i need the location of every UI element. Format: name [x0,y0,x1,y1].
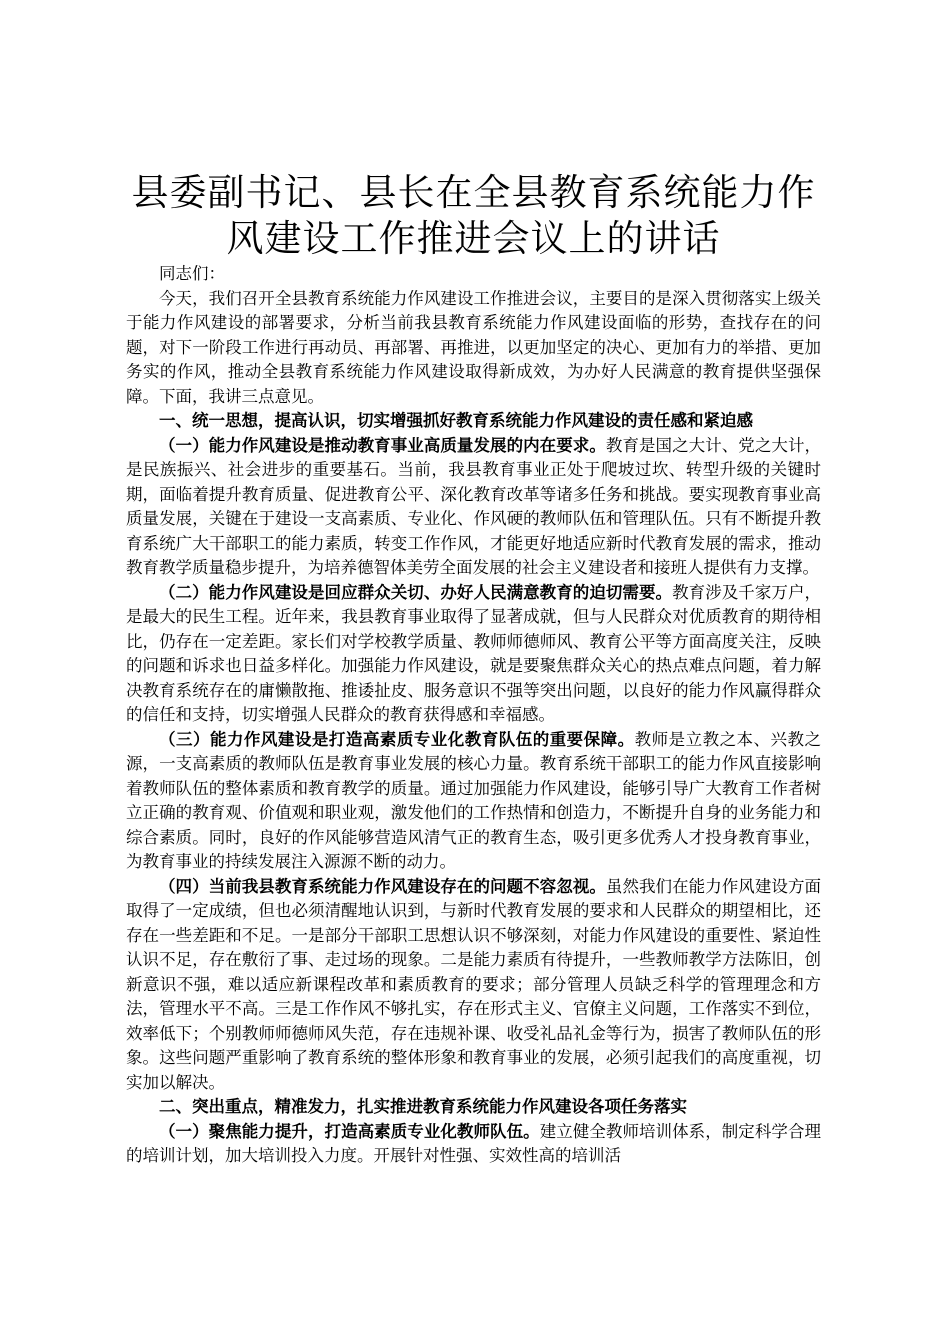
item-body: 教育涉及千家万户，是最大的民生工程。近年来，我县教育事业取得了显著成就，但与人民群众对优质教育的期待相比，仍存在一定差距。家长们对学校教学质量、教师师德师风、教育公平等方面高度关注，反映的问题和诉求也日益多样化。加强能力作风建设，就是要聚焦群众关心的热点难点问题，着力解决教育系统存在的庸懒散拖、推诿扯皮、服务意识不强等突出问题，以良好的能力作风赢得群众的信任和支持，切实增强人民群众的教育获得感和幸福感。 [126,582,822,724]
section-2-item-1 [126,1120,821,1169]
section-1-item-1 [126,434,821,581]
item-lead: （二）能力作风建设是回应群众关切、办好人民满意教育的迫切需要。 [159,582,673,602]
item-body: 教育是国之大计、党之大计，是民族振兴、社会进步的重要基石。当前，我县教育事业正处于爬坡过坎、转型升级的关键时期，面临着提升教育质量、促进教育公平、深化教育改革等诸多任务和挑战。要实现教育事业高质量发展，关键在于建设一支高素质、专业化、作风硬的教师队伍和管理队伍。只有不断提升教育系统广大干部职工的能力素质，转变工作作风，才能更好地适应新时代教育发展的需求，推动教育教学质量稳步提升，为培养德智体美劳全面发展的社会主义建设者和接班人提供有力支撑。 [126,435,822,577]
salutation: 同志们： [159,264,225,283]
section-1-item-2 [126,581,821,728]
document-page [126,170,821,1169]
item-body: 教师是立教之本、兴教之源，一支高素质的教师队伍是教育事业发展的核心力量。教育系统干部职工的能力作风直接影响着教师队伍的整体素质和教育教学的质量。通过加强能力作风建设，能够引导广大教育工作者树立正确的教育观、价值观和职业观，激发他们的工作热情和创造力，不断提升自身的业务能力和综合素质。同时，良好的作风能够营造风清气正的教育生态，吸引更多优秀人才投身教育事业，为教育事业的持续发展注入源源不断的动力。 [126,729,822,871]
item-lead: （四）当前我县教育系统能力作风建设存在的问题不容忽视。 [159,876,606,896]
item-lead: （一）聚焦能力提升，打造高素质专业化教师队伍。 [159,1121,540,1141]
item-lead: （一）能力作风建设是推动教育事业高质量发展的内在要求。 [159,435,606,455]
section-heading: 二、突出重点，精准发力，扎实推进教育系统能力作风建设各项任务落实 [159,1097,687,1116]
section-1-item-4 [126,875,821,1096]
intro-paragraph: 今天，我们召开全县教育系统能力作风建设工作推进会议，主要目的是深入贯彻落实上级关于能力作风建设的部署要求，分析当前我县教育系统能力作风建设面临的形势，查找存在的问题，对下一阶段工作进行再动员、再部署、再推进，以更加坚定的决心、更加有力的举措、更加务实的作风，推动全县教育系统能力作风建设取得新成效，为办好人民满意的教育提供坚强保障。下面，我讲三点意见。 [126,288,821,406]
section-1-item-3 [126,728,821,875]
section-heading: 一、统一思想，提高认识，切实增强抓好教育系统能力作风建设的责任感和紧迫感 [159,411,753,430]
document-title: 县委副书记、县长在全县教育系统能力作风建设工作推进会议上的讲话 [131,171,816,260]
item-body: 建立健全教师培训体系，制定科学合理的培训计划，加大培训投入力度。开展针对性强、实效性高的培训活 [126,1121,822,1165]
item-body: 虽然我们在能力作风建设方面取得了一定成绩，但也必须清醒地认识到，与新时代教育发展的要求和人民群众的期望相比，还存在一些差距和不足。一是部分干部职工思想认识不够深刻，对能力作风建设的重要性、紧迫性认识不足，存在敷衍了事、走过场的现象。二是能力素质有待提升，一些教师教学方法陈旧，创新意识不强，难以适应新课程改革和素质教育的要求；部分管理人员缺乏科学的管理理念和方法，管理水平不高。三是工作作风不够扎实，存在形式主义、官僚主义问题，工作落实不到位，效率低下；个别教师师德师风失范，存在违规补课、收受礼品礼金等行为，损害了教师队伍的形象。这些问题严重影响了教育系统的整体形象和教育事业的发展，必须引起我们的高度重视，切实加以解决。 [126,876,822,1092]
item-lead: （三）能力作风建设是打造高素质专业化教育队伍的重要保障。 [159,729,635,749]
